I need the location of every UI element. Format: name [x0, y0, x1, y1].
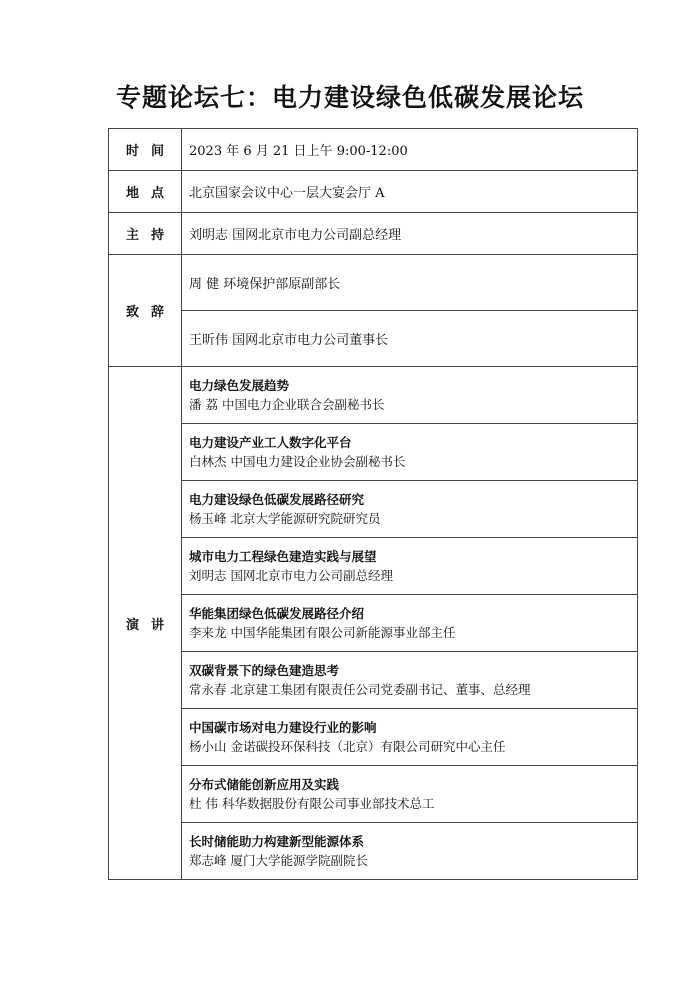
speech-item	[182, 367, 638, 424]
speech-topic: 城市电力工程绿色建造实践与展望	[189, 549, 377, 564]
speech-item	[182, 481, 638, 538]
venue-row	[109, 171, 638, 213]
speech-topic: 电力建设产业工人数字化平台	[189, 435, 352, 450]
time-value: 2023 年 6 月 21 日上午 9:00-12:00	[182, 129, 638, 171]
speech-speaker: 郑志峰 厦门大学能源学院副院长	[189, 853, 368, 868]
speech-row	[109, 823, 638, 880]
address-row	[109, 311, 638, 367]
speech-speaker: 潘 荔 中国电力企业联合会副秘书长	[189, 397, 385, 412]
address-item: 王昕伟 国网北京市电力公司董事长	[182, 311, 638, 367]
speech-row	[109, 367, 638, 424]
speech-row	[109, 481, 638, 538]
speech-item	[182, 595, 638, 652]
time-row	[109, 129, 638, 171]
speeches-label: 演讲	[109, 367, 182, 880]
schedule-table	[108, 128, 638, 880]
venue-value: 北京国家会议中心一层大宴会厅 A	[182, 171, 638, 213]
speech-row	[109, 595, 638, 652]
speech-speaker: 白林杰 中国电力建设企业协会副秘书长	[189, 454, 406, 469]
speech-topic: 双碳背景下的绿色建造思考	[189, 663, 340, 678]
speech-item	[182, 823, 638, 880]
speech-row	[109, 424, 638, 481]
speech-row	[109, 538, 638, 595]
host-row	[109, 213, 638, 255]
speech-topic: 中国碳市场对电力建设行业的影响	[189, 720, 377, 735]
speech-item	[182, 538, 638, 595]
speech-speaker: 刘明志 国网北京市电力公司副总经理	[189, 568, 393, 583]
speech-speaker: 常永春 北京建工集团有限责任公司党委副书记、董事、总经理	[189, 682, 531, 697]
speech-topic: 长时储能助力构建新型能源体系	[189, 834, 365, 849]
speech-row	[109, 766, 638, 823]
speech-row	[109, 709, 638, 766]
speech-speaker: 杨玉峰 北京大学能源研究院研究员	[189, 511, 381, 526]
speech-item	[182, 424, 638, 481]
address-item: 周 健 环境保护部原副部长	[182, 255, 638, 311]
speech-topic: 分布式储能创新应用及实践	[189, 777, 340, 792]
host-value: 刘明志 国网北京市电力公司副总经理	[182, 213, 638, 255]
speech-speaker: 李来龙 中国华能集团有限公司新能源事业部主任	[189, 625, 456, 640]
speech-item	[182, 766, 638, 823]
venue-label: 地点	[109, 171, 182, 213]
address-row	[109, 255, 638, 311]
speech-topic: 华能集团绿色低碳发展路径介绍	[189, 606, 365, 621]
address-label: 致辞	[109, 255, 182, 367]
time-label: 时间	[109, 129, 182, 171]
speech-item	[182, 709, 638, 766]
speech-topic: 电力建设绿色低碳发展路径研究	[189, 492, 365, 507]
speech-row	[109, 652, 638, 709]
speech-topic: 电力绿色发展趋势	[189, 378, 290, 393]
page-title: 专题论坛七：电力建设绿色低碳发展论坛	[115, 83, 584, 112]
host-label: 主持	[109, 213, 182, 255]
speech-speaker: 杨小山 金诺碳投环保科技（北京）有限公司研究中心主任	[189, 739, 506, 754]
speech-item	[182, 652, 638, 709]
speech-speaker: 杜 伟 科华数据股份有限公司事业部技术总工	[189, 796, 435, 811]
